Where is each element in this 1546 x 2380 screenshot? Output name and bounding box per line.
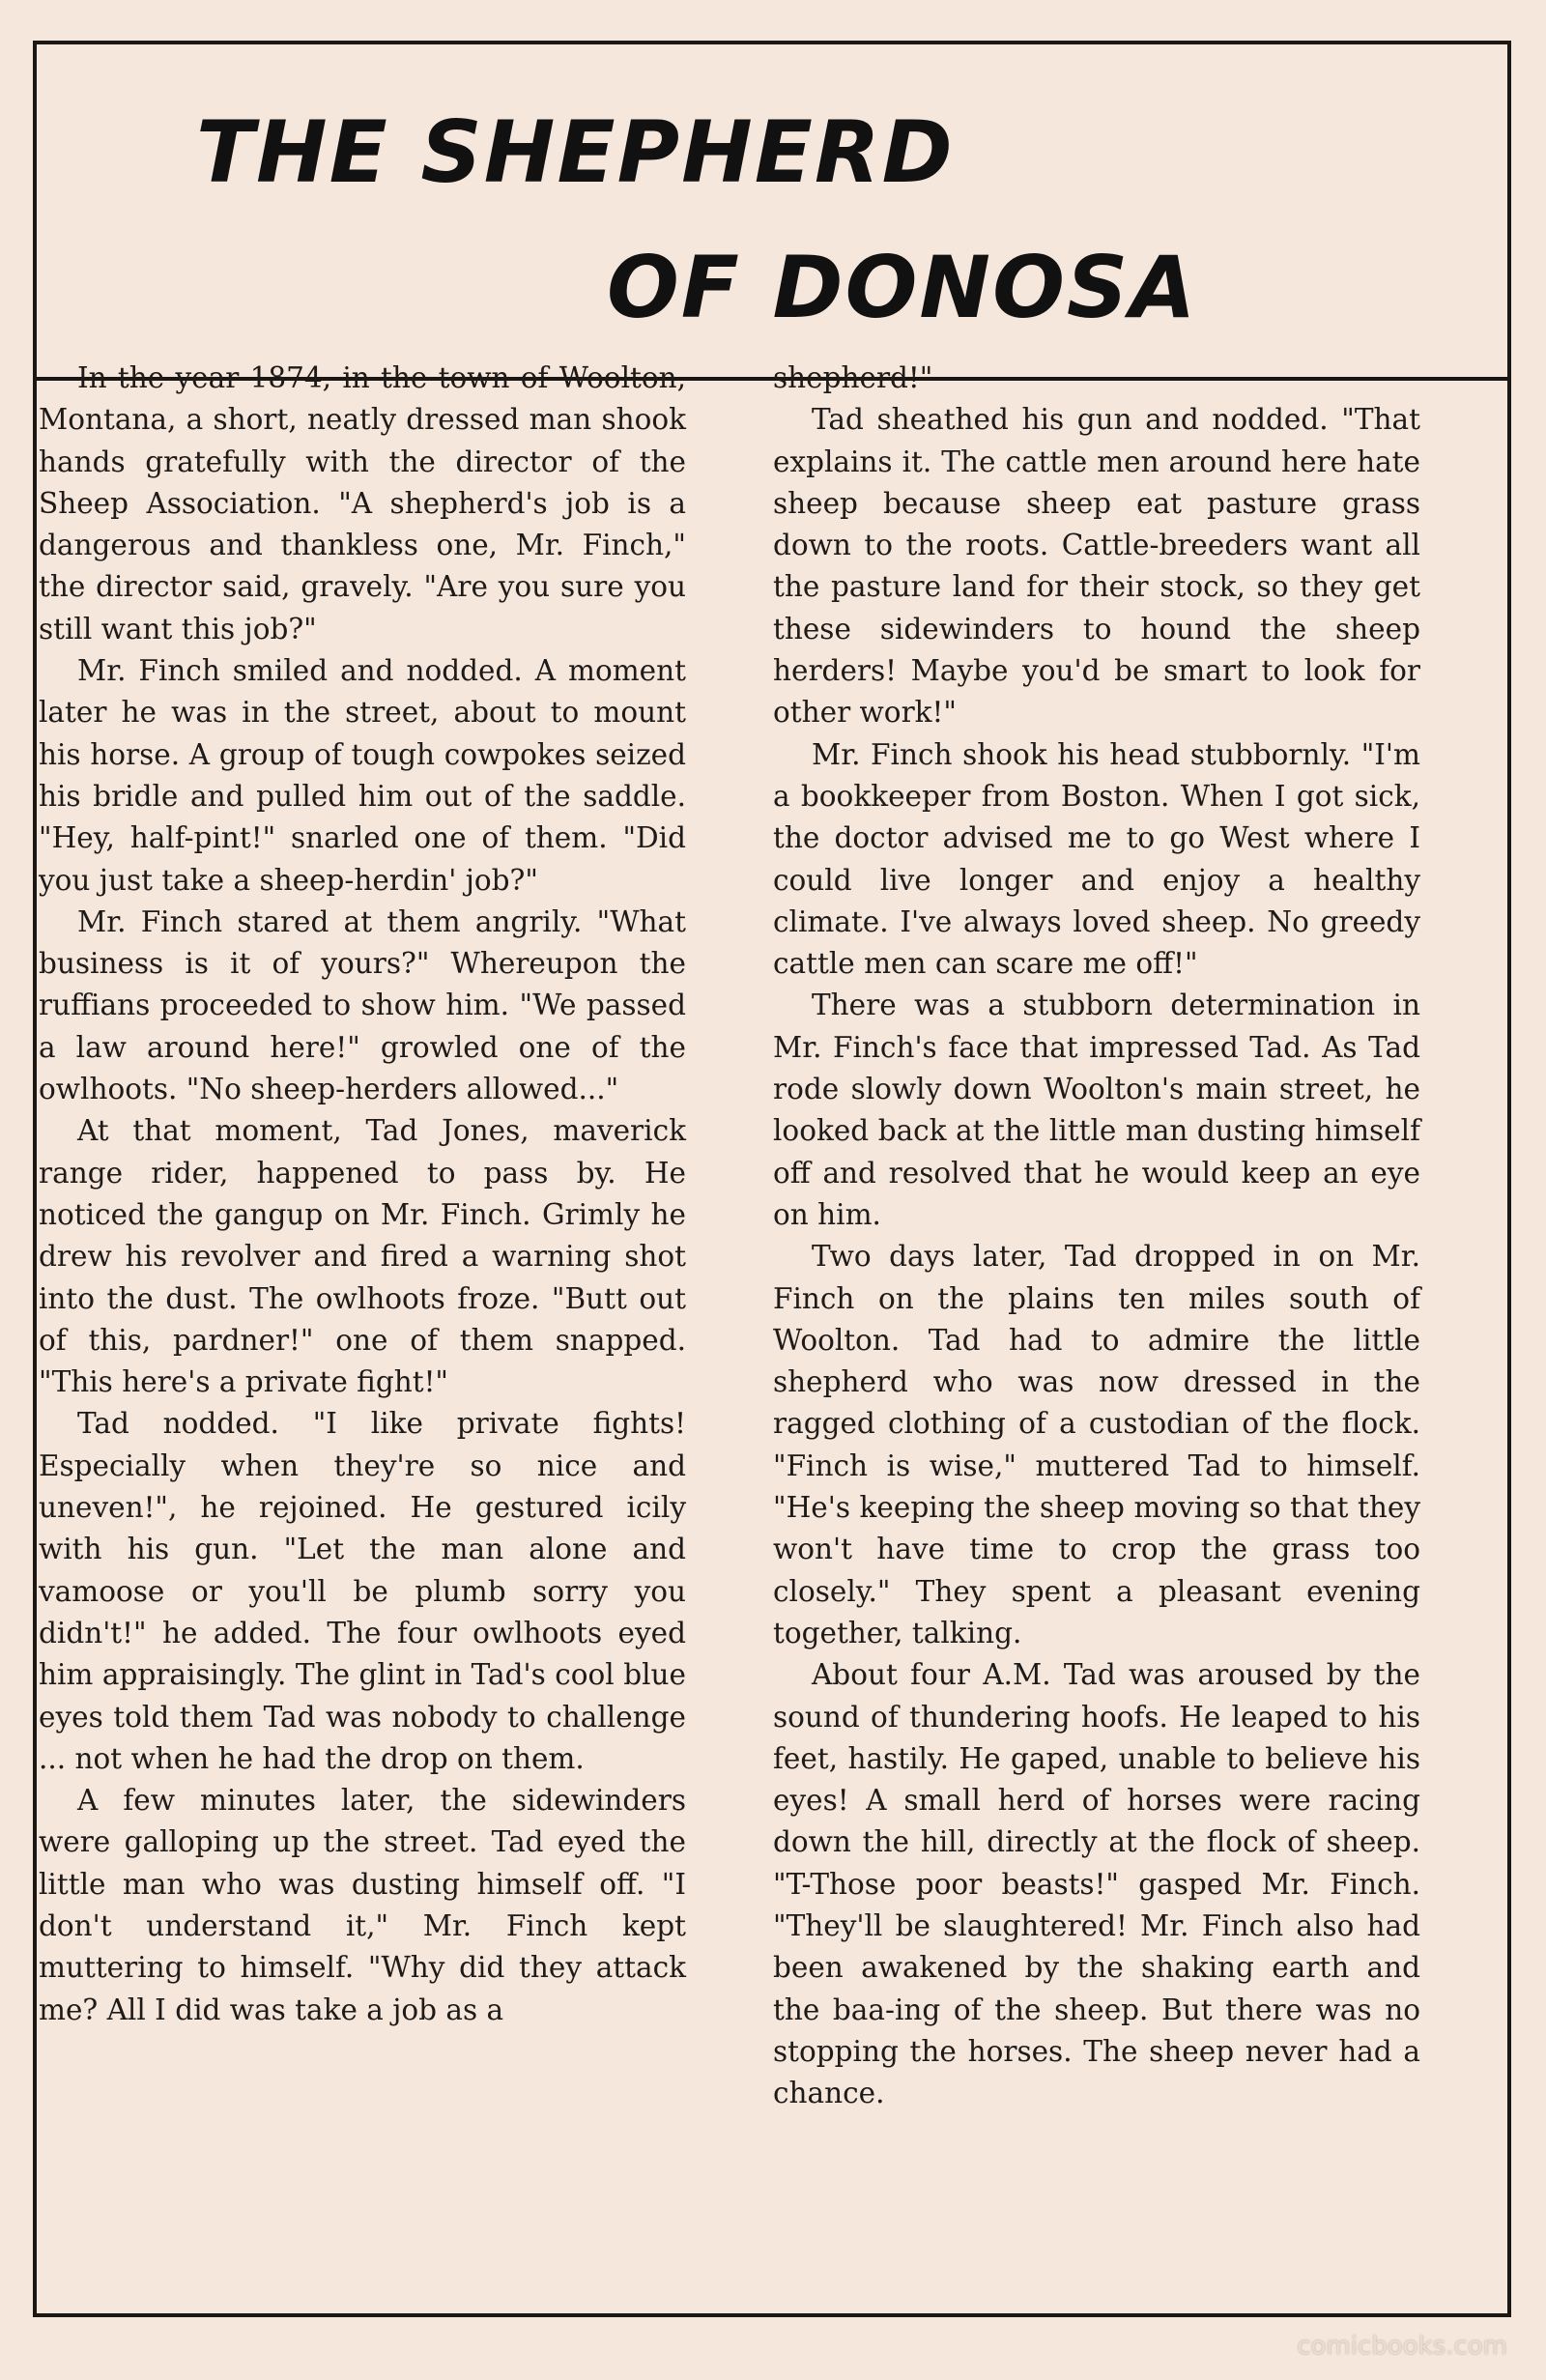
paragraph: At that moment, Tad Jones, maverick range rider, happened to pass by. He noticed the gangup on Mr. Finch. Grimly he drew his revolver and fired a warning shot into the dust. The owlhoots froze. "Butt out of this, pardner!" one of them snapped. "This here's a private fight!" bbox=[39, 1114, 686, 1399]
paragraph: Tad sheathed his gun and nodded. "That explains it. The cattle men around here hate sheep because sheep eat pasture grass down to the roots. Cattle-breeders want all the pasture land for their stock, so they get these sidewinders to hound the sheep herders! Maybe you'd be smart to look for other work!" bbox=[773, 403, 1420, 730]
left-column bbox=[39, 358, 686, 2031]
paragraph: In the year 1874, in the town of Woolton, Montana, a short, neatly dressed man shook hands gratefully with the director of the Sheep Association. "A shepherd's job is a dangerous and thankless one, Mr. Finch," the director said, gravely. "Are you sure you still want this job?" bbox=[39, 361, 686, 645]
title-line-2: OF DONOSA bbox=[607, 238, 1198, 337]
paragraph: Mr. Finch smiled and nodded. A moment later he was in the street, about to mount his horse. A group of tough cowpokes seized his bridle and pulled him out of the saddle. "Hey, half-pint!" snarled one of them. "Did you just take a sheep-herdin' job?" bbox=[39, 654, 686, 897]
paragraph-continued: shepherd!" bbox=[773, 361, 933, 394]
title-block bbox=[37, 44, 1507, 381]
paragraph: Mr. Finch shook his head stubbornly. "I'm a bookkeeper from Boston. When I got sick, the doctor advised me to go West where I could live longer and enjoy a healthy climate. I've always loved sheep. No greedy cattle men can scare me off!" bbox=[773, 737, 1420, 981]
watermark: comicbooks.com bbox=[1297, 2332, 1507, 2361]
paragraph: There was a stubborn determination in Mr. Finch's face that impressed Tad. As Tad rode slowly down Woolton's main street, he looked back at the little man dusting himself off and resolved that he would keep an eye on him. bbox=[773, 989, 1420, 1231]
paragraph: About four A.M. Tad was aroused by the sound of thundering hoofs. He leaped to his feet, hastily. He gaped, unable to believe his eyes! A small herd of horses were racing down the hill, directly at the flock of sheep. "T-Those poor beasts!" gasped Mr. Finch. "They'll be slaughtered! Mr. Finch also had been awakened by the shaking earth and the baa-ing of the sheep. But there was no stopping the horses. The sheep never had a chance. bbox=[773, 1658, 1420, 2110]
paragraph: Mr. Finch stared at them angrily. "What business is it of yours?" Whereupon the ruffians proceeded to show him. "We passed a law around here!" growled one of the owlhoots. "No sheep-herders allowed..." bbox=[39, 904, 686, 1106]
right-column bbox=[773, 358, 1420, 2114]
paragraph: Tad nodded. "I like private fights! Especially when they're so nice and uneven!", he rejoined. He gestured icily with his gun. "Let the man alone and vamoose or you'll be plumb sorry you didn't!" he added. The four owlhoots eyed him appraisingly. The glint in Tad's cool blue eyes told them Tad was nobody to challenge ... not when he had the drop on them. bbox=[39, 1407, 686, 1775]
title-line-1: THE SHEPHERD bbox=[196, 102, 955, 202]
paragraph: Two days later, Tad dropped in on Mr. Finch on the plains ten miles south of Woolton. Tad had to admire the little shepherd who was now dressed in the ragged clothing of a custodian of the flock. "Finch is wise," muttered Tad to himself. "He's keeping the sheep moving so that they won't have time to crop the grass too closely." They spent a pleasant evening together, talking. bbox=[773, 1240, 1420, 1649]
paragraph: A few minutes later, the sidewinders were galloping up the street. Tad eyed the little man who was dusting himself off. "I don't understand it," Mr. Finch kept muttering to himself. "Why did they attack me? All I did was take a job as a bbox=[39, 1784, 686, 2026]
